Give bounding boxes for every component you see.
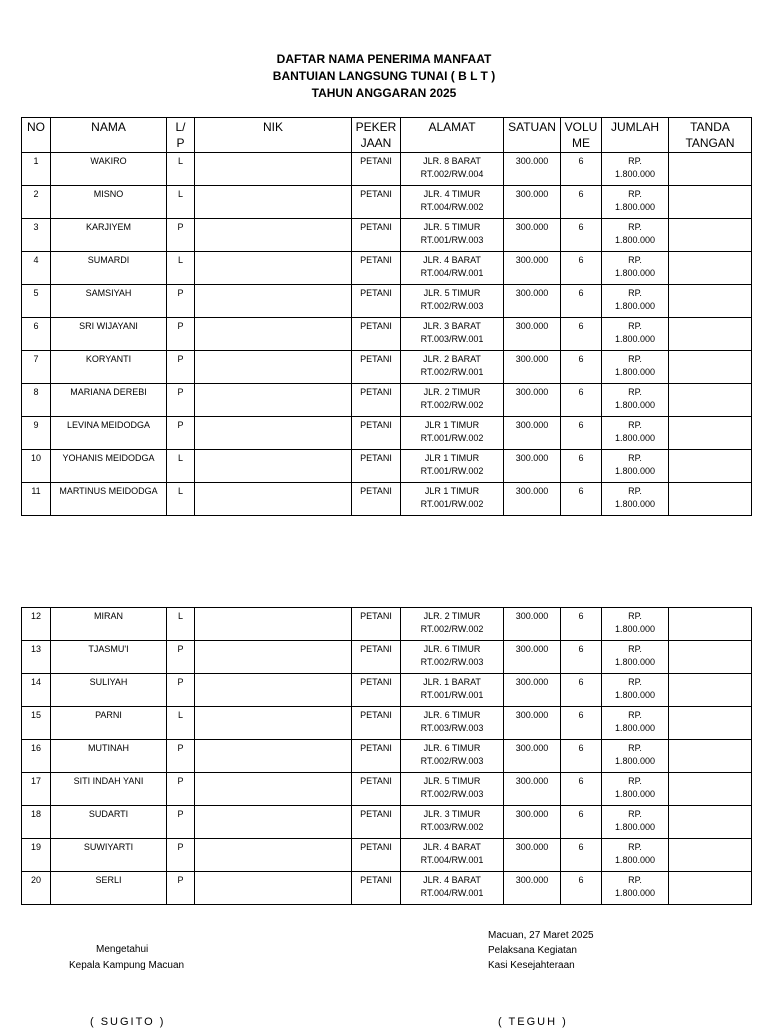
cell-no: 14 xyxy=(22,674,51,707)
cell-lp: L xyxy=(167,483,195,516)
cell-no: 6 xyxy=(22,318,51,351)
cell-pekerjaan: PETANI xyxy=(352,285,401,318)
cell-tanda-tangan xyxy=(669,219,752,252)
cell-pekerjaan: PETANI xyxy=(352,384,401,417)
cell-pekerjaan: PETANI xyxy=(352,839,401,872)
cell-tanda-tangan xyxy=(669,707,752,740)
table-row xyxy=(22,417,752,450)
cell-alamat: JLR 1 TIMUR RT.001/RW.002 xyxy=(401,417,504,450)
cell-jumlah: RP. 1.800.000 xyxy=(602,450,669,483)
cell-jumlah: RP. 1.800.000 xyxy=(602,186,669,219)
cell-lp: L xyxy=(167,608,195,641)
cell-lp: P xyxy=(167,285,195,318)
cell-satuan: 300.000 xyxy=(504,285,561,318)
table-row xyxy=(22,351,752,384)
table-row xyxy=(22,252,752,285)
cell-nik xyxy=(195,351,352,384)
cell-alamat: JLR. 5 TIMUR RT.001/RW.003 xyxy=(401,219,504,252)
cell-alamat: JLR. 4 BARAT RT.004/RW.001 xyxy=(401,252,504,285)
cell-tanda-tangan xyxy=(669,186,752,219)
table-row xyxy=(22,872,752,905)
cell-satuan: 300.000 xyxy=(504,608,561,641)
table-header-row xyxy=(22,118,752,153)
cell-lp: L xyxy=(167,707,195,740)
left-signatory-name: ( SUGITO ) xyxy=(90,1016,166,1028)
cell-no: 15 xyxy=(22,707,51,740)
cell-jumlah: RP. 1.800.000 xyxy=(602,351,669,384)
cell-alamat: JLR. 4 BARAT RT.004/RW.001 xyxy=(401,872,504,905)
cell-nik xyxy=(195,740,352,773)
cell-no: 9 xyxy=(22,417,51,450)
cell-nama: PARNI xyxy=(51,707,167,740)
cell-nik xyxy=(195,608,352,641)
cell-alamat: JLR. 1 BARAT RT.001/RW.001 xyxy=(401,674,504,707)
cell-nama: SAMSIYAH xyxy=(51,285,167,318)
cell-satuan: 300.000 xyxy=(504,384,561,417)
cell-tanda-tangan xyxy=(669,483,752,516)
cell-tanda-tangan xyxy=(669,285,752,318)
cell-lp: P xyxy=(167,219,195,252)
cell-nik xyxy=(195,707,352,740)
cell-volume: 6 xyxy=(561,351,602,384)
cell-volume: 6 xyxy=(561,252,602,285)
recipients-table-part-1 xyxy=(21,117,752,516)
cell-nama: MISNO xyxy=(51,186,167,219)
cell-no: 3 xyxy=(22,219,51,252)
cell-tanda-tangan xyxy=(669,384,752,417)
cell-nama: SUMARDI xyxy=(51,252,167,285)
cell-tanda-tangan xyxy=(669,839,752,872)
cell-volume: 6 xyxy=(561,707,602,740)
cell-nik xyxy=(195,806,352,839)
cell-nik xyxy=(195,318,352,351)
table-row xyxy=(22,450,752,483)
cell-pekerjaan: PETANI xyxy=(352,186,401,219)
cell-alamat: JLR. 4 BARAT RT.004/RW.001 xyxy=(401,839,504,872)
cell-satuan: 300.000 xyxy=(504,806,561,839)
cell-no: 19 xyxy=(22,839,51,872)
table-row xyxy=(22,740,752,773)
cell-nama: WAKIRO xyxy=(51,153,167,186)
cell-pekerjaan: PETANI xyxy=(352,608,401,641)
cell-alamat: JLR. 6 TIMUR RT.002/RW.003 xyxy=(401,740,504,773)
cell-jumlah: RP. 1.800.000 xyxy=(602,483,669,516)
cell-no: 4 xyxy=(22,252,51,285)
cell-no: 17 xyxy=(22,773,51,806)
cell-nik xyxy=(195,839,352,872)
cell-jumlah: RP. 1.800.000 xyxy=(602,318,669,351)
table-row xyxy=(22,318,752,351)
cell-satuan: 300.000 xyxy=(504,707,561,740)
cell-nik xyxy=(195,641,352,674)
table-row xyxy=(22,674,752,707)
cell-tanda-tangan xyxy=(669,806,752,839)
cell-tanda-tangan xyxy=(669,351,752,384)
cell-volume: 6 xyxy=(561,384,602,417)
cell-volume: 6 xyxy=(561,450,602,483)
cell-volume: 6 xyxy=(561,641,602,674)
cell-tanda-tangan xyxy=(669,740,752,773)
cell-tanda-tangan xyxy=(669,641,752,674)
cell-nama: KARJIYEM xyxy=(51,219,167,252)
cell-satuan: 300.000 xyxy=(504,186,561,219)
cell-lp: L xyxy=(167,450,195,483)
cell-volume: 6 xyxy=(561,839,602,872)
cell-tanda-tangan xyxy=(669,318,752,351)
cell-alamat: JLR. 6 TIMUR RT.003/RW.003 xyxy=(401,707,504,740)
cell-alamat: JLR. 3 BARAT RT.003/RW.001 xyxy=(401,318,504,351)
table-row xyxy=(22,641,752,674)
cell-lp: P xyxy=(167,351,195,384)
header-nik: NIK xyxy=(195,118,352,153)
cell-nama: MIRAN xyxy=(51,608,167,641)
table-row xyxy=(22,285,752,318)
header-no: NO xyxy=(22,118,51,153)
right-signatory-name: ( TEGUH ) xyxy=(498,1016,568,1028)
cell-jumlah: RP. 1.800.000 xyxy=(602,773,669,806)
cell-alamat: JLR. 2 BARAT RT.002/RW.001 xyxy=(401,351,504,384)
cell-volume: 6 xyxy=(561,483,602,516)
cell-satuan: 300.000 xyxy=(504,641,561,674)
table-row xyxy=(22,707,752,740)
cell-volume: 6 xyxy=(561,773,602,806)
cell-no: 16 xyxy=(22,740,51,773)
table-row xyxy=(22,153,752,186)
cell-volume: 6 xyxy=(561,674,602,707)
cell-volume: 6 xyxy=(561,740,602,773)
cell-nama: SRI WIJAYANI xyxy=(51,318,167,351)
cell-satuan: 300.000 xyxy=(504,740,561,773)
cell-jumlah: RP. 1.800.000 xyxy=(602,608,669,641)
village-head-title: Kepala Kampung Macuan xyxy=(69,960,185,971)
cell-volume: 6 xyxy=(561,285,602,318)
cell-satuan: 300.000 xyxy=(504,153,561,186)
cell-no: 7 xyxy=(22,351,51,384)
cell-tanda-tangan xyxy=(669,153,752,186)
cell-alamat: JLR 1 TIMUR RT.001/RW.002 xyxy=(401,483,504,516)
cell-lp: L xyxy=(167,252,195,285)
header-jumlah: JUMLAH xyxy=(602,118,669,153)
cell-alamat: JLR. 5 TIMUR RT.002/RW.003 xyxy=(401,285,504,318)
cell-jumlah: RP. 1.800.000 xyxy=(602,219,669,252)
cell-pekerjaan: PETANI xyxy=(352,806,401,839)
header-satuan: SATUAN xyxy=(504,118,561,153)
cell-tanda-tangan xyxy=(669,417,752,450)
cell-jumlah: RP. 1.800.000 xyxy=(602,872,669,905)
cell-volume: 6 xyxy=(561,417,602,450)
cell-nama: KORYANTI xyxy=(51,351,167,384)
cell-satuan: 300.000 xyxy=(504,839,561,872)
cell-nama: SERLI xyxy=(51,872,167,905)
cell-satuan: 300.000 xyxy=(504,219,561,252)
cell-volume: 6 xyxy=(561,153,602,186)
title-line-1: DAFTAR NAMA PENERIMA MANFAAT xyxy=(276,52,492,66)
cell-jumlah: RP. 1.800.000 xyxy=(602,740,669,773)
cell-alamat: JLR 1 TIMUR RT.001/RW.002 xyxy=(401,450,504,483)
cell-pekerjaan: PETANI xyxy=(352,450,401,483)
cell-satuan: 300.000 xyxy=(504,773,561,806)
cell-nama: YOHANIS MEIDODGA xyxy=(51,450,167,483)
header-nama: NAMA xyxy=(51,118,167,153)
cell-jumlah: RP. 1.800.000 xyxy=(602,153,669,186)
cell-nama: MUTINAH xyxy=(51,740,167,773)
cell-no: 8 xyxy=(22,384,51,417)
cell-tanda-tangan xyxy=(669,252,752,285)
cell-alamat: JLR. 2 TIMUR RT.002/RW.002 xyxy=(401,608,504,641)
cell-nik xyxy=(195,483,352,516)
cell-jumlah: RP. 1.800.000 xyxy=(602,839,669,872)
cell-volume: 6 xyxy=(561,608,602,641)
cell-nik xyxy=(195,417,352,450)
table-row xyxy=(22,384,752,417)
cell-satuan: 300.000 xyxy=(504,252,561,285)
cell-no: 10 xyxy=(22,450,51,483)
cell-alamat: JLR. 4 TIMUR RT.004/RW.002 xyxy=(401,186,504,219)
table-row xyxy=(22,839,752,872)
cell-tanda-tangan xyxy=(669,773,752,806)
cell-satuan: 300.000 xyxy=(504,483,561,516)
cell-lp: P xyxy=(167,839,195,872)
cell-nama: SITI INDAH YANI xyxy=(51,773,167,806)
cell-jumlah: RP. 1.800.000 xyxy=(602,285,669,318)
header-pekerjaan: PEKER JAAN xyxy=(352,118,401,153)
executor-title: Kasi Kesejahteraan xyxy=(488,960,575,971)
cell-satuan: 300.000 xyxy=(504,450,561,483)
cell-pekerjaan: PETANI xyxy=(352,318,401,351)
cell-satuan: 300.000 xyxy=(504,417,561,450)
cell-jumlah: RP. 1.800.000 xyxy=(602,707,669,740)
cell-volume: 6 xyxy=(561,219,602,252)
cell-pekerjaan: PETANI xyxy=(352,153,401,186)
cell-lp: P xyxy=(167,740,195,773)
cell-lp: P xyxy=(167,318,195,351)
cell-nik xyxy=(195,450,352,483)
cell-satuan: 300.000 xyxy=(504,351,561,384)
cell-nik xyxy=(195,219,352,252)
table-row xyxy=(22,773,752,806)
cell-lp: L xyxy=(167,186,195,219)
cell-pekerjaan: PETANI xyxy=(352,252,401,285)
cell-jumlah: RP. 1.800.000 xyxy=(602,674,669,707)
cell-nik xyxy=(195,384,352,417)
header-alamat: ALAMAT xyxy=(401,118,504,153)
cell-pekerjaan: PETANI xyxy=(352,872,401,905)
cell-lp: P xyxy=(167,641,195,674)
cell-satuan: 300.000 xyxy=(504,674,561,707)
cell-tanda-tangan xyxy=(669,872,752,905)
cell-tanda-tangan xyxy=(669,450,752,483)
title-line-3: TAHUN ANGGARAN 2025 xyxy=(311,86,457,100)
cell-pekerjaan: PETANI xyxy=(352,483,401,516)
cell-nik xyxy=(195,773,352,806)
cell-jumlah: RP. 1.800.000 xyxy=(602,384,669,417)
header-tanda-tangan: TANDA TANGAN xyxy=(669,118,752,153)
cell-volume: 6 xyxy=(561,872,602,905)
cell-alamat: JLR. 6 TIMUR RT.002/RW.003 xyxy=(401,641,504,674)
cell-nik xyxy=(195,186,352,219)
cell-satuan: 300.000 xyxy=(504,318,561,351)
table-row xyxy=(22,608,752,641)
executor-label: Pelaksana Kegiatan xyxy=(488,945,577,956)
cell-volume: 6 xyxy=(561,186,602,219)
cell-no: 20 xyxy=(22,872,51,905)
table-row xyxy=(22,186,752,219)
document-title xyxy=(0,51,768,102)
cell-alamat: JLR. 8 BARAT RT.002/RW.004 xyxy=(401,153,504,186)
cell-no: 18 xyxy=(22,806,51,839)
header-lp: L/ P xyxy=(167,118,195,153)
cell-nama: TJASMU'I xyxy=(51,641,167,674)
cell-volume: 6 xyxy=(561,318,602,351)
cell-lp: L xyxy=(167,153,195,186)
cell-nama: SUWIYARTI xyxy=(51,839,167,872)
cell-nama: MARIANA DEREBI xyxy=(51,384,167,417)
cell-no: 5 xyxy=(22,285,51,318)
table-row xyxy=(22,219,752,252)
cell-no: 11 xyxy=(22,483,51,516)
cell-nik xyxy=(195,252,352,285)
cell-nik xyxy=(195,872,352,905)
table-row xyxy=(22,483,752,516)
place-date: Macuan, 27 Maret 2025 xyxy=(488,930,594,941)
cell-no: 2 xyxy=(22,186,51,219)
cell-no: 12 xyxy=(22,608,51,641)
cell-nik xyxy=(195,285,352,318)
cell-pekerjaan: PETANI xyxy=(352,351,401,384)
cell-pekerjaan: PETANI xyxy=(352,417,401,450)
title-line-2: BANTUIAN LANGSUNG TUNAI ( B L T ) xyxy=(272,69,496,83)
cell-alamat: JLR. 3 TIMUR RT.003/RW.002 xyxy=(401,806,504,839)
cell-volume: 6 xyxy=(561,806,602,839)
cell-pekerjaan: PETANI xyxy=(352,773,401,806)
cell-jumlah: RP. 1.800.000 xyxy=(602,417,669,450)
header-volume: VOLU ME xyxy=(561,118,602,153)
table-row xyxy=(22,806,752,839)
cell-jumlah: RP. 1.800.000 xyxy=(602,641,669,674)
cell-alamat: JLR. 5 TIMUR RT.002/RW.003 xyxy=(401,773,504,806)
cell-jumlah: RP. 1.800.000 xyxy=(602,252,669,285)
cell-jumlah: RP. 1.800.000 xyxy=(602,806,669,839)
cell-nama: MARTINUS MEIDODGA xyxy=(51,483,167,516)
cell-pekerjaan: PETANI xyxy=(352,641,401,674)
cell-pekerjaan: PETANI xyxy=(352,219,401,252)
cell-nama: SULIYAH xyxy=(51,674,167,707)
cell-no: 1 xyxy=(22,153,51,186)
cell-nik xyxy=(195,674,352,707)
cell-tanda-tangan xyxy=(669,674,752,707)
cell-nama: SUDARTI xyxy=(51,806,167,839)
cell-alamat: JLR. 2 TIMUR RT.002/RW.002 xyxy=(401,384,504,417)
cell-pekerjaan: PETANI xyxy=(352,740,401,773)
cell-lp: P xyxy=(167,384,195,417)
cell-nama: LEVINA MEIDODGA xyxy=(51,417,167,450)
cell-pekerjaan: PETANI xyxy=(352,707,401,740)
cell-nik xyxy=(195,153,352,186)
cell-lp: P xyxy=(167,417,195,450)
acknowledged-label: Mengetahui xyxy=(96,944,149,955)
cell-lp: P xyxy=(167,674,195,707)
cell-satuan: 300.000 xyxy=(504,872,561,905)
cell-tanda-tangan xyxy=(669,608,752,641)
cell-lp: P xyxy=(167,872,195,905)
cell-no: 13 xyxy=(22,641,51,674)
cell-lp: P xyxy=(167,773,195,806)
cell-pekerjaan: PETANI xyxy=(352,674,401,707)
cell-lp: P xyxy=(167,806,195,839)
recipients-table-part-2 xyxy=(21,607,752,905)
